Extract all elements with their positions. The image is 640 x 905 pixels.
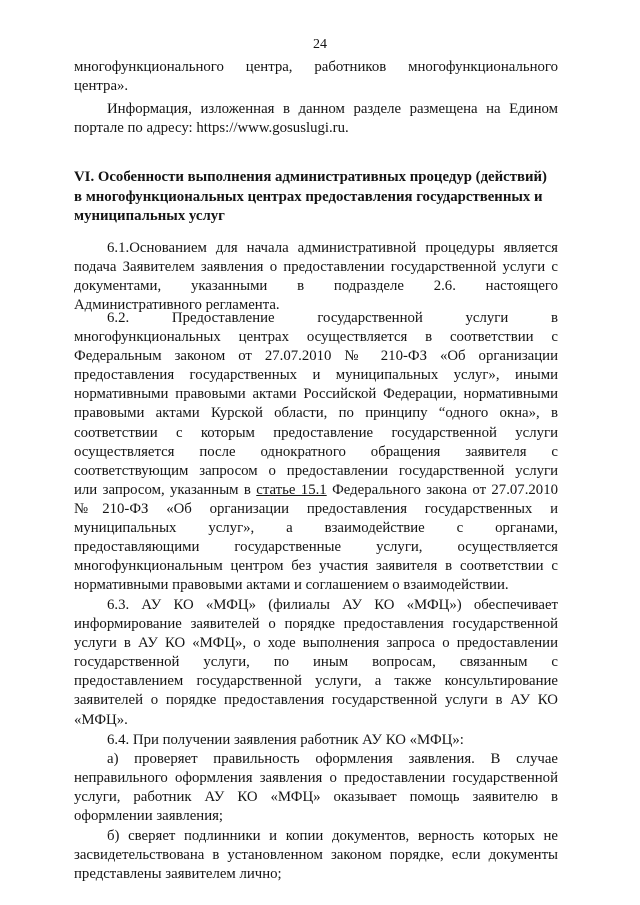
heading-line: VI. Особенности выполнения административных процедур (действий)	[74, 169, 547, 185]
text-line: предоставления государственных и муниципальных услуг», иными	[74, 367, 558, 384]
text-line: услуги, работник АУ КО «МФЦ» оказывает помощь заявителю в	[74, 789, 558, 806]
text-fragment: Федерального закона от 27.07.2010	[326, 481, 558, 498]
text-line: 6.4. При получении заявления работник АУ КО «МФЦ»:	[107, 732, 464, 748]
paragraph-6-4-b	[74, 827, 558, 884]
text-line: многофункционального центра, работников многофункционального	[74, 59, 558, 75]
text-line: осуществляется после однократного обращения заявителя с	[74, 443, 558, 460]
paragraph-6-3	[74, 596, 558, 730]
paragraph-6-1	[74, 239, 558, 315]
heading-line: в многофункциональных центрах предоставления государственных и	[74, 188, 543, 205]
text-line: соответствии с которым предоставление государственной услуги	[74, 424, 558, 441]
text-line	[74, 481, 558, 500]
page-number: 24	[313, 37, 327, 52]
portal-info-paragraph	[74, 100, 558, 138]
text-line: Информация, изложенная в данном разделе размещена на Едином	[107, 101, 558, 117]
text-line: документами, указанными в подразделе 2.6. настоящего	[74, 278, 558, 295]
text-line: оформлении заявления;	[74, 808, 224, 825]
intro-paragraph	[74, 58, 558, 96]
text-line: предоставлением государственной услуги, а также консультирование	[74, 673, 558, 690]
text-line: подача Заявителем заявления о предоставлении государственной услуги с	[74, 259, 558, 276]
text-line: соответствующим запросом о предоставлении государственной услуги	[74, 462, 558, 479]
paragraph-6-4	[74, 731, 558, 750]
text-line: №210-ФЗ «Об организации предоставления государственных и	[74, 500, 558, 517]
text-line: засвидетельствована в установленном законом порядке, если документы	[74, 847, 558, 864]
text-line: услуги в АУ КО «МФЦ», о ходе выполнения запроса о предоставлении	[74, 635, 558, 652]
text-line: Федеральным законом от 27.07.2010 № 210-ФЗ «Об организации	[74, 348, 558, 365]
text-line: предоставляющими государственные услуги, осуществляется	[74, 539, 558, 556]
text-line: информирование заявителей о порядке предоставления государственной	[74, 616, 558, 633]
text-line: муниципальных услуг», а взаимодействие с органами,	[74, 520, 558, 537]
text-line: 6.1.Основанием для начала административной процедуры является	[107, 240, 558, 256]
text-line: государственной услуги, по иным вопросам, связанным с	[74, 654, 558, 671]
text-line: заявителей о порядке предоставления государственной услуги в АУ КО	[74, 692, 558, 709]
text-line: «МФЦ».	[74, 711, 128, 728]
text-line: многофункциональным центром без участия заявителя в соответствии с	[74, 558, 558, 575]
text-line: центра».	[74, 78, 129, 95]
text-line: портале по адресу: https://www.gosuslugi.ru.	[74, 120, 349, 137]
text-line: 6.2. Предоставление государственной услуги в	[107, 310, 558, 326]
paragraph-6-2	[74, 309, 558, 595]
section-heading	[74, 168, 564, 227]
text-fragment: или запросом, указанным в	[74, 481, 257, 498]
paragraph-6-4-a	[74, 750, 558, 826]
text-line: неправильного оформления заявления о предоставлении государственной	[74, 770, 558, 787]
text-line: 6.3. АУ КО «МФЦ» (филиалы АУ КО «МФЦ») обеспечивает	[107, 597, 558, 613]
text-line: Административного регламента.	[74, 297, 280, 314]
text-line: правовыми актами Курской области, по принципу “одного окна», в	[74, 405, 558, 422]
text-line: нормативными правовыми актами Российской Федерации, нормативными	[74, 386, 558, 403]
text-line: б) сверяет подлинники и копии документов, верность которых не	[107, 828, 558, 844]
heading-line: муниципальных услуг	[74, 208, 225, 224]
text-line: нормативными правовыми актами и соглашением о взаимодействии.	[74, 577, 509, 594]
text-line: представлены заявителем лично;	[74, 866, 282, 883]
text-line: многофункциональных центрах осуществляется в соответствии с	[74, 329, 558, 346]
text-line: а) проверяет правильность оформления заявления. В случае	[107, 751, 558, 767]
law-article-link[interactable]: статье 15.1	[256, 481, 327, 498]
